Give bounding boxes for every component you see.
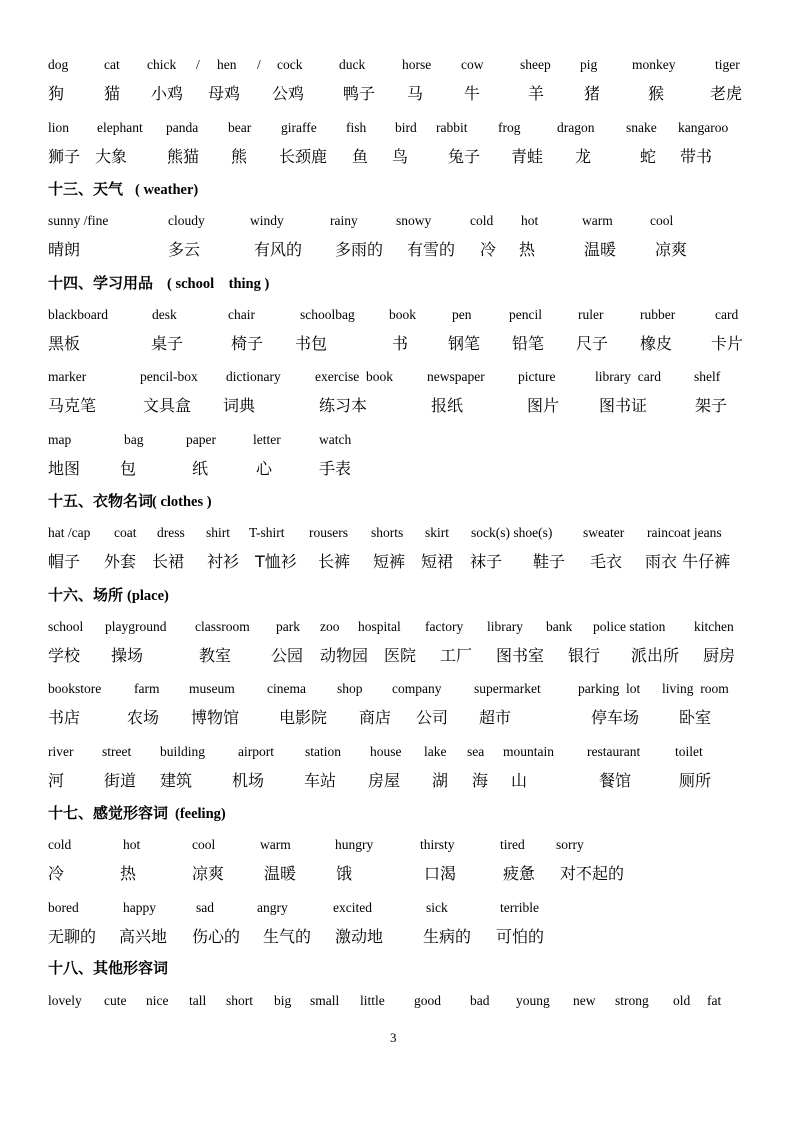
word: 公园 <box>271 646 304 665</box>
word: 纸 <box>192 459 209 478</box>
word: 凉爽 <box>192 864 225 883</box>
word: dress <box>157 525 185 540</box>
word: 派出所 <box>631 646 680 665</box>
word: 外套 <box>104 552 137 571</box>
word: raincoat jeans <box>647 525 722 540</box>
word: 毛衣 <box>590 552 623 571</box>
section-title: 十三、天气 <box>48 180 124 198</box>
word: sea <box>467 744 485 759</box>
word: strong <box>615 993 649 1008</box>
word: windy <box>250 213 284 228</box>
word: short <box>226 993 253 1008</box>
word: 动物园 <box>320 646 369 665</box>
word: desk <box>152 307 177 322</box>
word: airport <box>238 744 274 759</box>
word: rainy <box>330 213 358 228</box>
word: 热 <box>519 240 536 259</box>
word: sad <box>196 900 214 915</box>
word: 书包 <box>295 334 328 353</box>
word: kitchen <box>694 619 734 634</box>
animals-row1-en <box>0 57 794 72</box>
animals-row2-zh <box>0 147 794 166</box>
word: good <box>414 993 441 1008</box>
word: 河 <box>48 771 65 790</box>
word: 图片 <box>527 396 560 415</box>
word: marker <box>48 369 87 384</box>
word: 银行 <box>568 646 601 665</box>
school-row2-en <box>0 369 794 384</box>
word: 图书证 <box>599 396 648 415</box>
word: sorry <box>556 837 584 852</box>
word: 短裙 <box>421 552 454 571</box>
word: tiger <box>715 57 740 72</box>
word: 博物馆 <box>191 708 240 727</box>
section-subtitle: (feeling) <box>175 806 226 822</box>
word: 蛇 <box>640 147 657 166</box>
word: 多云 <box>168 240 201 259</box>
school-row1-zh <box>0 334 794 353</box>
word: 高兴地 <box>119 927 168 946</box>
word: schoolbag <box>300 307 355 322</box>
word: 猪 <box>584 84 601 103</box>
word: 电影院 <box>279 708 328 727</box>
section-subtitle: (place) <box>127 588 169 604</box>
word: 公司 <box>416 708 449 727</box>
word: cool <box>192 837 216 852</box>
word: warm <box>582 213 613 228</box>
word: 兔子 <box>448 147 481 166</box>
word: nice <box>146 993 169 1008</box>
word: shelf <box>694 369 721 384</box>
place-row3-zh <box>0 771 794 790</box>
word: monkey <box>632 57 676 72</box>
word: 超市 <box>479 708 512 727</box>
place-heading <box>0 586 794 604</box>
word: 医院 <box>384 646 417 665</box>
other-en <box>0 993 794 1008</box>
word: picture <box>518 369 556 384</box>
word: 书 <box>392 334 409 353</box>
word: giraffe <box>281 120 317 135</box>
word: coat <box>114 525 137 540</box>
word: duck <box>339 57 366 72</box>
word: 餐馆 <box>599 771 632 790</box>
word: 袜子 <box>470 552 503 571</box>
word: 老虎 <box>710 84 743 103</box>
word: 铅笔 <box>512 334 545 353</box>
word: elephant <box>97 120 143 135</box>
word: old <box>673 993 691 1008</box>
word: lovely <box>48 993 82 1008</box>
word: blackboard <box>48 307 108 322</box>
word: lion <box>48 120 70 135</box>
word: sheep <box>520 57 551 72</box>
word: 衬衫 <box>207 552 240 571</box>
feeling-row2-zh <box>0 927 794 946</box>
word: 停车场 <box>591 708 640 727</box>
word: river <box>48 744 74 759</box>
feeling-row1-en <box>0 837 794 852</box>
word: small <box>310 993 340 1008</box>
word: library <box>487 619 523 634</box>
word: tired <box>500 837 525 852</box>
word: 长裤 <box>318 552 351 571</box>
word: 冷 <box>480 240 497 259</box>
word: 山 <box>511 771 528 790</box>
word: fat <box>707 993 722 1008</box>
word: 包 <box>120 459 137 478</box>
word: hot <box>123 837 141 852</box>
word: kangaroo <box>678 120 729 135</box>
word: shirt <box>206 525 231 540</box>
word: terrible <box>500 900 539 915</box>
word: pencil-box <box>140 369 198 384</box>
word: bear <box>228 120 252 135</box>
word: living room <box>662 681 729 696</box>
word: 可怕的 <box>496 927 545 946</box>
word: 猫 <box>104 84 121 103</box>
word: 桌子 <box>151 334 184 353</box>
word: dog <box>48 57 69 72</box>
word: little <box>360 993 385 1008</box>
word: bad <box>470 993 490 1008</box>
word: restaurant <box>587 744 641 759</box>
word: 橡皮 <box>640 334 673 353</box>
page-number: 3 <box>390 1030 397 1045</box>
word: mountain <box>503 744 554 759</box>
word: street <box>102 744 132 759</box>
section-title: 十六、场所 <box>48 586 124 604</box>
word: / <box>196 57 200 72</box>
school-row3-zh <box>0 459 794 478</box>
word: 练习本 <box>319 396 368 415</box>
word: 机场 <box>232 771 265 790</box>
word: station <box>305 744 341 759</box>
word: 带书 <box>680 147 713 166</box>
word: sock(s) shoe(s) <box>471 525 553 540</box>
word: 大象 <box>95 147 128 166</box>
word: cow <box>461 57 484 72</box>
word: sick <box>426 900 448 915</box>
word: 青蛙 <box>511 147 544 166</box>
word: hot <box>521 213 539 228</box>
word: cute <box>104 993 127 1008</box>
word: 学校 <box>48 646 81 665</box>
word: rabbit <box>436 120 468 135</box>
word: museum <box>189 681 235 696</box>
word: police station <box>593 619 666 634</box>
school-row3-en <box>0 432 794 447</box>
word: 公鸡 <box>272 84 305 103</box>
word: 龙 <box>575 147 592 166</box>
word: 手表 <box>319 459 352 478</box>
feeling-heading <box>0 804 794 822</box>
word: 晴朗 <box>48 240 81 259</box>
word: company <box>392 681 442 696</box>
word: 多雨的 <box>335 240 384 259</box>
word: 疲惫 <box>503 864 536 883</box>
weather-en <box>0 213 794 228</box>
word: 无聊的 <box>48 927 97 946</box>
place-row1-en <box>0 619 794 634</box>
word: T-shirt <box>249 525 285 540</box>
word: hungry <box>335 837 374 852</box>
section-title: 十五、衣物名词 <box>48 492 154 510</box>
word: bookstore <box>48 681 102 696</box>
word: angry <box>257 900 288 915</box>
word: tall <box>189 993 207 1008</box>
word: book <box>389 307 416 322</box>
word: 生气的 <box>263 927 312 946</box>
word: new <box>573 993 596 1008</box>
word: cinema <box>267 681 306 696</box>
word: 长裙 <box>152 552 185 571</box>
word: 对不起的 <box>560 864 625 883</box>
word: 海 <box>472 771 489 790</box>
section-subtitle: ( school thing ) <box>167 276 270 292</box>
word: happy <box>123 900 156 915</box>
word: cock <box>277 57 303 72</box>
word: bored <box>48 900 79 915</box>
word: dragon <box>557 120 595 135</box>
word: 羊 <box>528 84 545 103</box>
word: T恤衫 <box>255 552 297 571</box>
word: 鸟 <box>392 147 409 166</box>
word: 鸭子 <box>343 84 376 103</box>
word: 农场 <box>127 708 160 727</box>
word: 熊 <box>231 147 248 166</box>
word: card <box>715 307 739 322</box>
word: pen <box>452 307 472 322</box>
weather-zh <box>0 240 794 259</box>
word: big <box>274 993 292 1008</box>
word: 马克笔 <box>48 396 97 415</box>
section-title: 十七、感觉形容词 <box>48 804 169 822</box>
word: playground <box>105 619 167 634</box>
word: chair <box>228 307 255 322</box>
word: excited <box>333 900 372 915</box>
section-title: 十八、其他形容词 <box>48 959 169 977</box>
word: 帽子 <box>48 552 81 571</box>
word: building <box>160 744 206 759</box>
word: 卧室 <box>679 708 712 727</box>
word: 报纸 <box>431 396 464 415</box>
word: young <box>516 993 550 1008</box>
word: 熊猫 <box>167 147 200 166</box>
word: 马 <box>407 84 424 103</box>
place-row3-en <box>0 744 794 759</box>
word: 冷 <box>48 864 65 883</box>
word: 街道 <box>104 771 137 790</box>
word: 湖 <box>432 771 449 790</box>
word: letter <box>253 432 281 447</box>
word: / <box>257 57 261 72</box>
word: cold <box>470 213 494 228</box>
word: pencil <box>509 307 542 322</box>
word: sunny /fine <box>48 213 109 228</box>
weather-heading <box>0 180 794 198</box>
word: 激动地 <box>335 927 384 946</box>
word: horse <box>402 57 432 72</box>
clothes-zh <box>0 552 794 571</box>
word: newspaper <box>427 369 485 384</box>
clothes-en <box>0 525 794 540</box>
word: 热 <box>120 864 137 883</box>
word: library card <box>595 369 661 384</box>
word: 架子 <box>695 396 728 415</box>
word: 椅子 <box>231 334 264 353</box>
word: 词典 <box>223 396 256 415</box>
word: 书店 <box>48 708 81 727</box>
word: sweater <box>583 525 625 540</box>
word: panda <box>166 120 199 135</box>
word: cloudy <box>168 213 205 228</box>
word: classroom <box>195 619 250 634</box>
word: 长颈鹿 <box>279 147 328 166</box>
word: farm <box>134 681 160 696</box>
word: school <box>48 619 84 634</box>
word: parking lot <box>578 681 641 696</box>
word: toilet <box>675 744 703 759</box>
word: 卡片 <box>711 334 744 353</box>
word: park <box>276 619 300 634</box>
word: 凉爽 <box>655 240 688 259</box>
word: 商店 <box>359 708 392 727</box>
word: 生病的 <box>423 927 472 946</box>
word: 图书室 <box>496 646 545 665</box>
word: thirsty <box>420 837 455 852</box>
word: snowy <box>396 213 432 228</box>
word: 短裤 <box>373 552 406 571</box>
clothes-heading <box>0 492 794 510</box>
word: 伤心的 <box>192 927 241 946</box>
school-row2-zh <box>0 396 794 415</box>
word: rousers <box>309 525 348 540</box>
word: 猴 <box>648 84 665 103</box>
word: 教室 <box>199 646 232 665</box>
word: frog <box>498 120 521 135</box>
other-heading <box>0 959 794 977</box>
word: 工厂 <box>440 646 473 665</box>
school-row1-en <box>0 307 794 322</box>
place-row1-zh <box>0 646 794 665</box>
word: 狮子 <box>48 147 81 166</box>
word: 母鸡 <box>208 84 241 103</box>
animals-row2-en <box>0 120 794 135</box>
word: ruler <box>578 307 604 322</box>
word: lake <box>424 744 447 759</box>
word: bank <box>546 619 573 634</box>
word: 建筑 <box>160 771 193 790</box>
word: 鞋子 <box>533 552 566 571</box>
word: 有风的 <box>254 240 303 259</box>
word: zoo <box>320 619 340 634</box>
word: 钢笔 <box>448 334 481 353</box>
word: 厕所 <box>679 771 712 790</box>
word: hen <box>217 57 237 72</box>
animals-row1-zh <box>0 84 794 103</box>
word: shorts <box>371 525 404 540</box>
word: 口渴 <box>424 864 457 883</box>
word: exercise book <box>315 369 393 384</box>
word: pig <box>580 57 598 72</box>
word: 文具盒 <box>143 396 192 415</box>
word: hat /cap <box>48 525 91 540</box>
word: paper <box>186 432 216 447</box>
word: 有雪的 <box>407 240 456 259</box>
word: factory <box>425 619 464 634</box>
word: 饿 <box>336 864 353 883</box>
word: 牛 <box>464 84 481 103</box>
feeling-row2-en <box>0 900 794 915</box>
word: snake <box>626 120 657 135</box>
word: 厨房 <box>703 646 736 665</box>
word: 心 <box>256 459 273 478</box>
word: 房屋 <box>368 771 401 790</box>
word: 温暖 <box>584 240 617 259</box>
word: 尺子 <box>576 334 609 353</box>
word: watch <box>319 432 352 447</box>
word: 小鸡 <box>151 84 184 103</box>
word: 鱼 <box>352 147 369 166</box>
word: 操场 <box>111 646 144 665</box>
word: 车站 <box>304 771 337 790</box>
word: dictionary <box>226 369 281 384</box>
word: chick <box>147 57 177 72</box>
word: 地图 <box>48 459 81 478</box>
word: bird <box>395 120 417 135</box>
word: cat <box>104 57 120 72</box>
word: map <box>48 432 72 447</box>
word: shop <box>337 681 363 696</box>
word: fish <box>346 120 367 135</box>
word: 黑板 <box>48 334 81 353</box>
word: 雨衣 牛仔裤 <box>645 552 731 571</box>
feeling-row1-zh <box>0 864 794 883</box>
word: house <box>370 744 402 759</box>
word: 狗 <box>48 84 65 103</box>
word: supermarket <box>474 681 541 696</box>
word: cool <box>650 213 674 228</box>
section-title: 十四、学习用品 <box>48 274 154 292</box>
section-subtitle: ( weather) <box>135 182 199 198</box>
section-subtitle: ( clothes ) <box>152 494 212 510</box>
place-row2-en <box>0 681 794 696</box>
word: skirt <box>425 525 450 540</box>
word: warm <box>260 837 291 852</box>
word: cold <box>48 837 72 852</box>
word: rubber <box>640 307 676 322</box>
school-heading <box>0 274 794 292</box>
place-row2-zh <box>0 708 794 727</box>
word: hospital <box>358 619 401 634</box>
word: bag <box>124 432 144 447</box>
word: 温暖 <box>264 864 297 883</box>
